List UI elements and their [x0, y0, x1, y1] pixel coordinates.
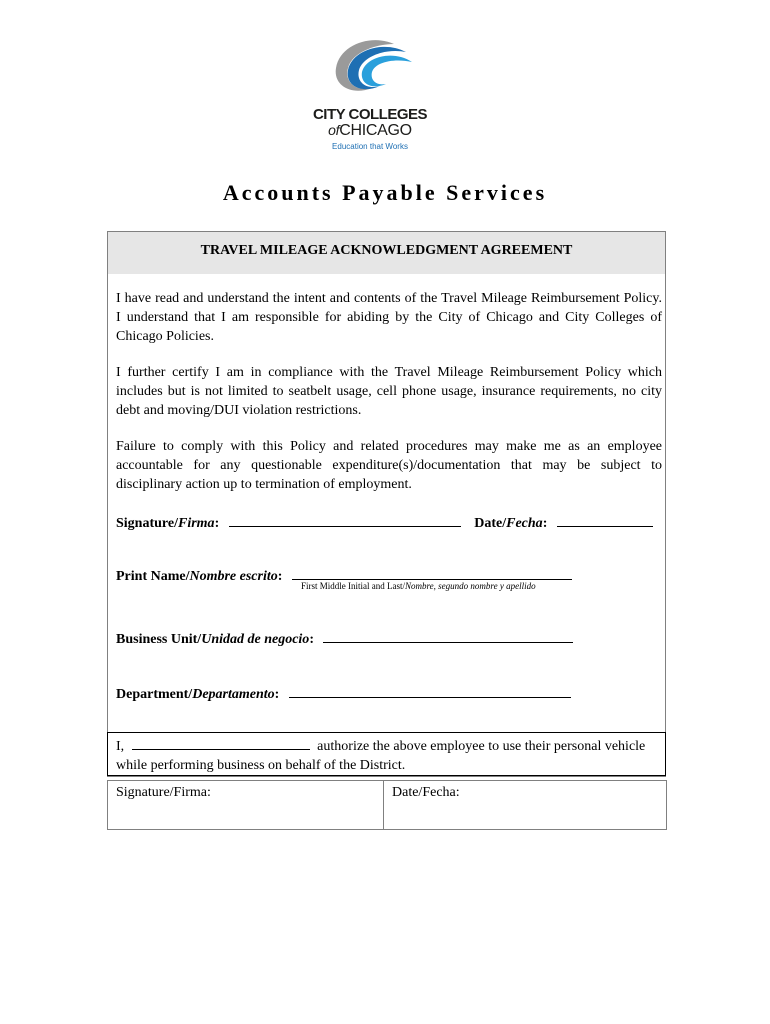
date-label-es: Fecha: [506, 516, 543, 531]
logo-chicago: CHICAGO: [339, 122, 412, 139]
swoosh-logo-icon: [322, 36, 418, 106]
authorizer-name-field[interactable]: [132, 735, 310, 750]
authorization-box: [107, 732, 666, 776]
authorization-statement: authorize the above employee to use their personal vehicle while performing business on behalf of the District.: [116, 739, 646, 773]
signature-row: Signature/Firma: Date/Fecha:: [116, 512, 653, 532]
signature-table: [107, 780, 667, 830]
date-field[interactable]: [557, 512, 653, 527]
paragraph-1: I have read and understand the intent and contents of the Travel Mileage Reimbursement Policy. I understand that I am responsible for abiding by the City of Chicago and City Colleges of Chicago Policies.: [116, 291, 662, 344]
authorization-text: [116, 735, 656, 775]
table-signature-cell[interactable]: Signature/Firma:: [108, 781, 384, 829]
department-label: Department/: [116, 687, 193, 702]
print-name-label-es: Nombre escrito: [189, 569, 278, 584]
department-field[interactable]: [289, 683, 571, 698]
logo-line1: CITY COLLEGES: [312, 106, 428, 123]
page-title: Accounts Payable Services: [222, 180, 548, 205]
print-name-note: First Middle Initial and Last/Nombre, segundo nombre y apellido: [301, 581, 536, 591]
signature-field[interactable]: [229, 512, 461, 527]
authorization-prefix: I,: [116, 739, 125, 754]
paragraph-3: Failure to comply with this Policy and related procedures may make me as an employee accountable for any questionable expenditure(s)/documentation that may be subject to disciplinary action up to termination of employment.: [116, 439, 662, 492]
table-date-cell[interactable]: Date/Fecha:: [392, 785, 460, 800]
business-unit-label-es: Unidad de negocio: [201, 632, 310, 647]
agreement-form: [107, 231, 666, 777]
city-colleges-logo: [300, 36, 440, 156]
print-name-field[interactable]: [292, 565, 572, 580]
business-unit-label: Business Unit/: [116, 632, 202, 647]
signature-label-es: Firma: [177, 516, 215, 531]
business-unit-row: Business Unit/Unidad de negocio:: [116, 628, 573, 648]
department-label-es: Departamento: [192, 687, 275, 702]
form-header: TRAVEL MILEAGE ACKNOWLEDGMENT AGREEMENT: [108, 232, 665, 274]
print-name-row: Print Name/Nombre escrito:: [116, 565, 572, 585]
logo-line2: [300, 122, 440, 140]
logo-of: of: [328, 122, 340, 138]
date-label: Date/: [474, 516, 507, 531]
print-name-label: Print Name/: [116, 569, 190, 584]
paragraph-2: I further certify I am in compliance with the Travel Mileage Reimbursement Policy which includes but is not limited to seatbelt usage, cell phone usage, insurance requirements, no city debt and moving/DUI violation restrictions.: [116, 365, 662, 418]
signature-label: Signature/: [116, 516, 178, 531]
department-row: Department/Departamento:: [116, 683, 571, 703]
business-unit-field[interactable]: [323, 628, 573, 643]
logo-tagline: Education that Works: [332, 142, 408, 151]
